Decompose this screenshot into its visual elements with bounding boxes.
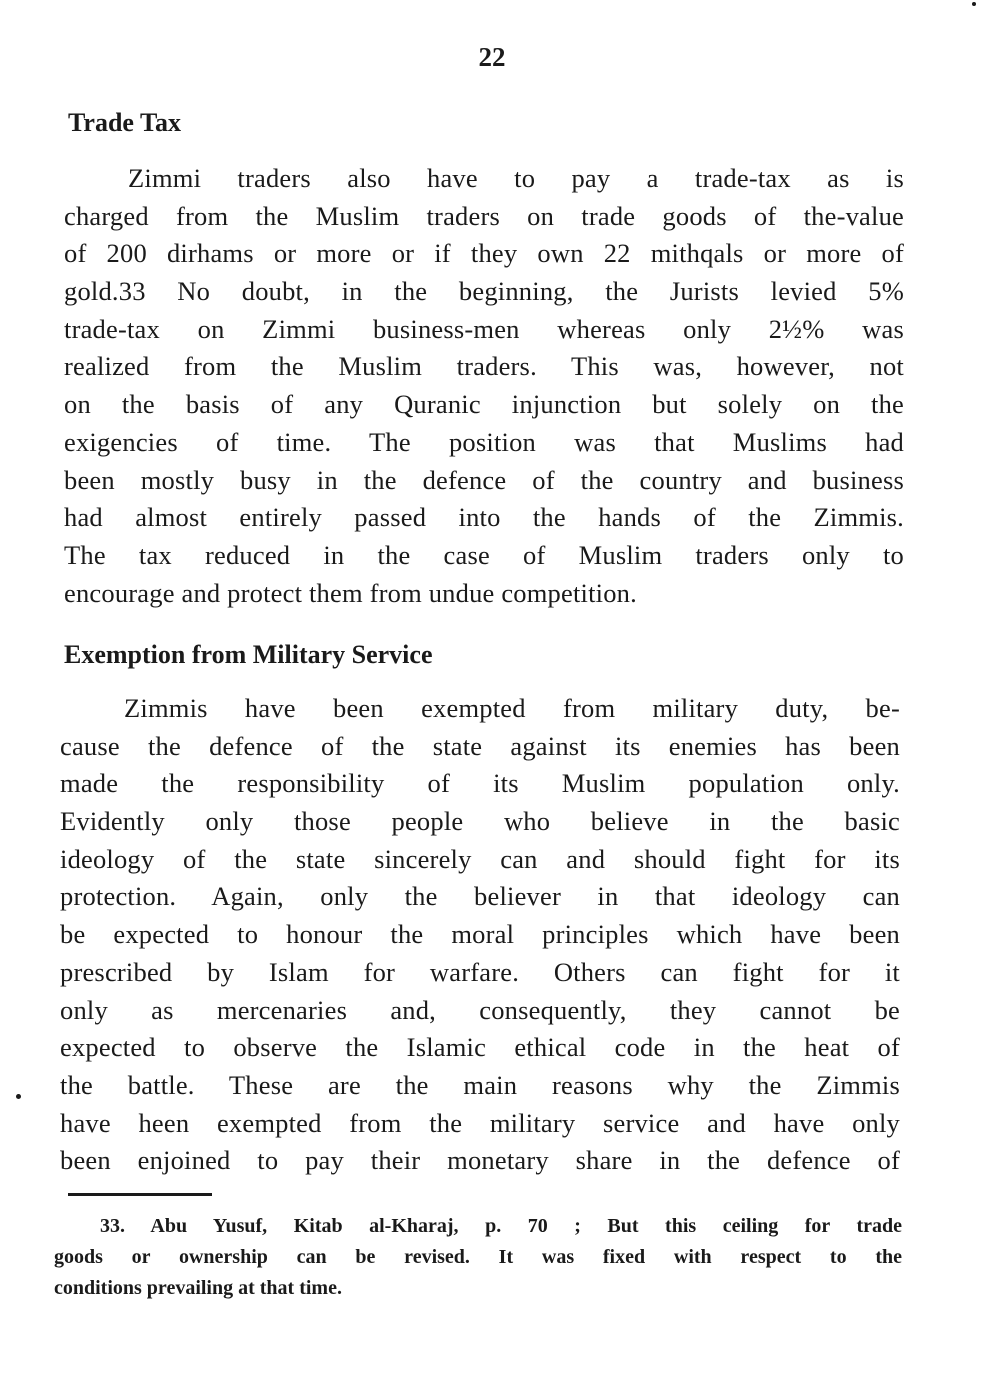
text-line: only as mercenaries and, consequently, they cannot be — [60, 994, 900, 1025]
scan-speck — [972, 2, 976, 6]
text-line: expected to observe the Islamic ethical code in the heat of — [60, 1032, 900, 1063]
text-line: Zimmi traders also have to pay a trade-tax as is — [128, 163, 904, 193]
text-line: on the basis of any Quranic injunction but solely on the — [64, 389, 904, 420]
paragraph-military-service — [60, 690, 900, 1180]
text-line: been mostly busy in the defence of the country and business — [64, 464, 904, 495]
text-line: exigencies of time. The position was that Muslims had — [64, 426, 904, 457]
footnote-line: goods or ownership can be revised. It was fixed with respect to the — [54, 1246, 902, 1268]
text-line: Evidently only those people who believe in the basic — [60, 806, 900, 837]
footnote — [54, 1211, 902, 1304]
text-line: Zimmis have been exempted from military duty, be- — [124, 693, 900, 723]
footnote-line: 33. Abu Yusuf, Kitab al-Kharaj, p. 70 ; But this ceiling for trade — [100, 1215, 902, 1237]
text-line: gold.33 No doubt, in the beginning, the Jurists levied 5% — [64, 276, 904, 307]
text-line: the battle. These are the main reasons why the Zimmis — [60, 1069, 900, 1100]
text-line: cause the defence of the state against its enemies has been — [60, 730, 900, 761]
page-number: 22 — [478, 42, 506, 72]
text-line: made the responsibility of its Muslim population only. — [60, 768, 900, 799]
text-line: realized from the Muslim traders. This was, however, not — [64, 351, 904, 382]
text-line: The tax reduced in the case of Muslim traders only to — [64, 539, 904, 570]
footnote-separator — [68, 1193, 212, 1196]
section-heading-military-service: Exemption from Military Service — [64, 640, 433, 669]
text-line: ideology of the state sincerely can and should fight for its — [60, 843, 900, 874]
text-line: protection. Again, only the believer in that ideology can — [60, 881, 900, 912]
text-line: trade-tax on Zimmi business-men whereas only 2½% was — [64, 313, 904, 344]
text-line: be expected to honour the moral principles which have been — [60, 919, 900, 950]
scan-speck — [16, 1094, 21, 1099]
text-line: encourage and protect them from undue competition. — [64, 577, 637, 608]
footnote-line: conditions prevailing at that time. — [54, 1277, 342, 1299]
section-heading-trade-tax: Trade Tax — [68, 108, 181, 137]
text-line: had almost entirely passed into the hands of the Zimmis. — [64, 502, 904, 533]
text-line: charged from the Muslim traders on trade goods of the-value — [64, 200, 904, 231]
paragraph-trade-tax — [64, 160, 904, 612]
text-line: been enjoined to pay their monetary share in the defence of — [60, 1145, 900, 1176]
text-line: have heen exempted from the military service and have only — [60, 1107, 900, 1138]
text-line: prescribed by Islam for warfare. Others can fight for it — [60, 956, 900, 987]
text-line: of 200 dirhams or more or if they own 22 mithqals or more of — [64, 238, 904, 269]
